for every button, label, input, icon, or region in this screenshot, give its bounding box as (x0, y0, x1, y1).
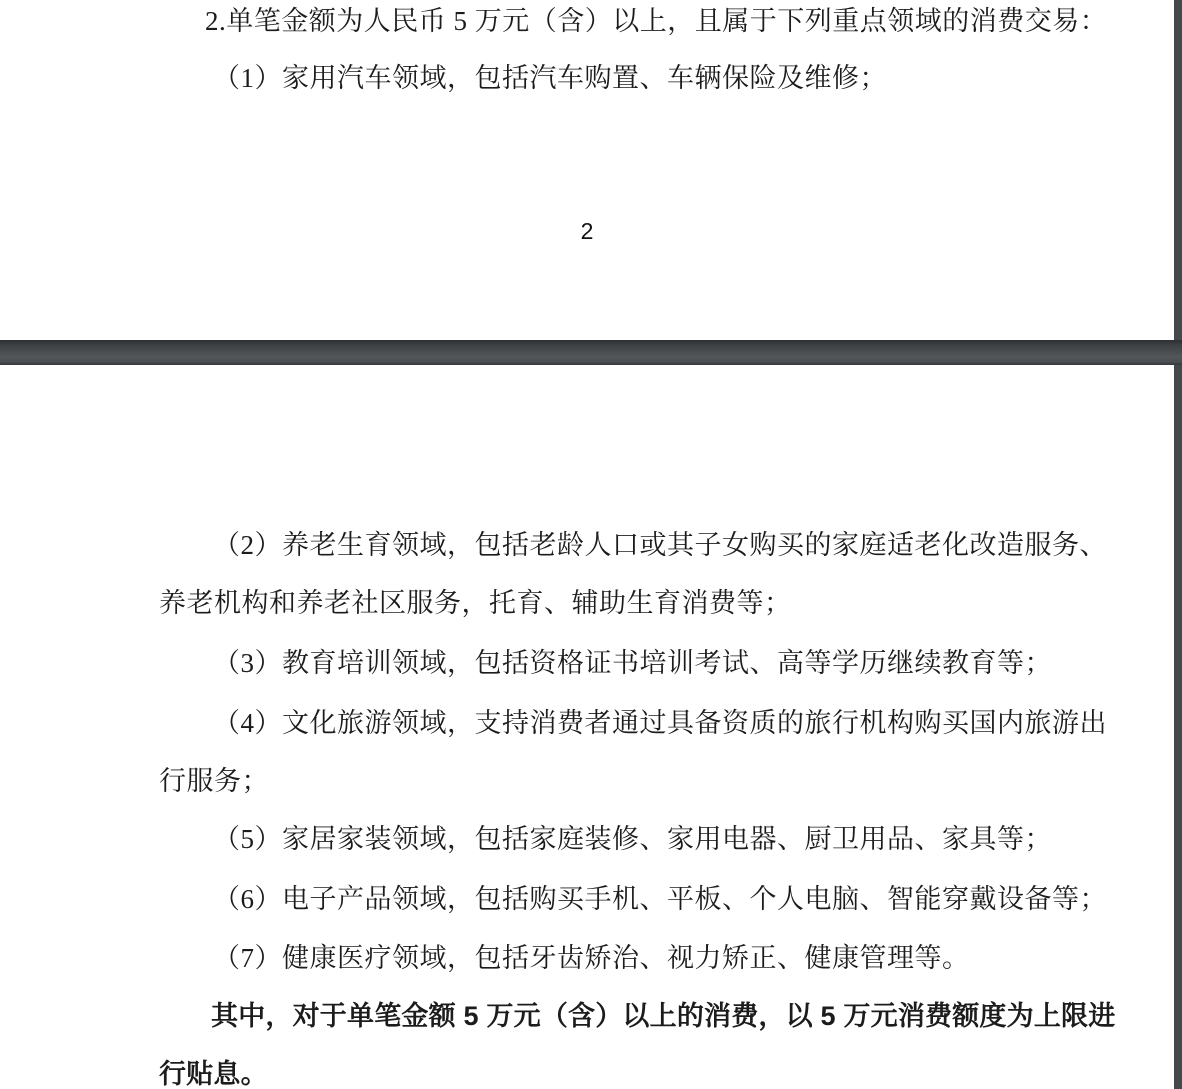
text-line: （3）教育培训领域，包括资格证书培训考试、高等学历继续教育等； (213, 648, 1052, 678)
text-line: （4）文化旅游领域，支持消费者通过具备资质的旅行机构购买国内旅游出 (213, 708, 1107, 738)
text-line: 养老机构和养老社区服务，托育、辅助生育消费等； (159, 588, 792, 618)
page-gap-divider (0, 340, 1182, 365)
text-line: （1）家用汽车领域，包括汽车购置、车辆保险及维修； (213, 63, 887, 93)
text-line: 行服务； (159, 766, 269, 796)
page-number: 2 (580, 218, 594, 244)
viewer-right-edge (1174, 0, 1182, 1089)
document-page-upper (0, 0, 1174, 340)
document-page-lower (0, 365, 1174, 1089)
text-line-emphasis: 行贴息。 (159, 1059, 268, 1089)
text-line: （7）健康医疗领域，包括牙齿矫治、视力矫正、健康管理等。 (213, 943, 970, 973)
text-line: （5）家居家装领域，包括家庭装修、家用电器、厨卫用品、家具等； (213, 824, 1052, 854)
text-line: 2.单笔金额为人民币 5 万元（含）以上，且属于下列重点领域的消费交易： (205, 6, 1108, 36)
text-line: （2）养老生育领域，包括老龄人口或其子女购买的家庭适老化改造服务、 (213, 530, 1107, 560)
text-line: （6）电子产品领域，包括购买手机、平板、个人电脑、智能穿戴设备等； (213, 884, 1107, 914)
text-line-emphasis: 其中，对于单笔金额 5 万元（含）以上的消费，以 5 万元消费额度为上限进 (211, 1001, 1116, 1031)
